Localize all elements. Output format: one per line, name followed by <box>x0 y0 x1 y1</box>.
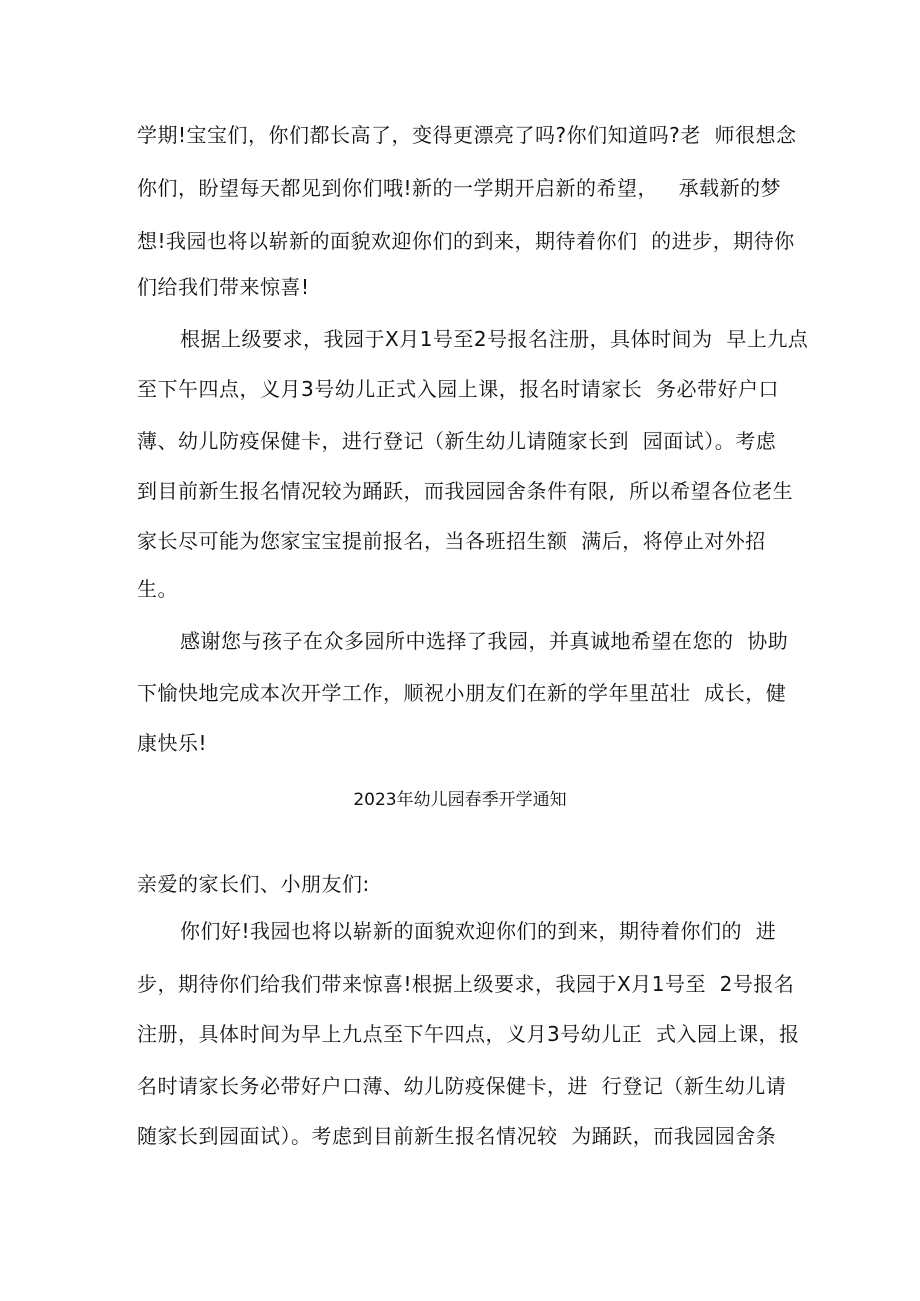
paragraph-line: 你们好!我园也将以崭新的面貌欢迎你们的到来，期待着你们的 进 <box>180 919 777 943</box>
paragraph-line: 薄、幼儿防疫保健卡，进行登记（新生幼儿请随家长到 园面试）。考虑 <box>137 429 777 453</box>
paragraph-line: 下愉快地完成本次开学工作，顺祝小朋友们在新的学年里茁壮 成长，健 <box>137 681 787 705</box>
paragraph-line: 康快乐! <box>137 731 208 755</box>
notice-title: 2023年幼儿园春季开学通知 <box>353 790 567 810</box>
paragraph-line: 至下午四点，义月3号幼儿正式入园上课，报名时请家长 务必带好户口 <box>137 377 779 401</box>
paragraph-line: 生。 <box>137 577 178 601</box>
paragraph-line: 家长尽可能为您家宝宝提前报名，当各班招生额 满后，将停止对外招 <box>137 529 766 553</box>
paragraph-line: 感谢您与孩子在众多园所中选择了我园，并真诚地希望在您的 协助 <box>180 629 789 653</box>
paragraph-line: 注册，具体时间为早上九点至下午四点，义月3号幼儿正 式入园上课，报 <box>137 1022 800 1046</box>
paragraph-line: 步，期待你们给我们带来惊喜!根据上级要求，我园于X月1号至 2号报名 <box>137 972 795 996</box>
paragraph-line: 根据上级要求，我园于X月1号至2号报名注册，具体时间为 早上九点 <box>180 327 809 351</box>
paragraph-line: 名时请家长务必带好户口薄、幼儿防疫保健卡，进 行登记（新生幼儿请 <box>137 1074 787 1098</box>
paragraph-line: 想!我园也将以崭新的面貌欢迎你们的到来，期待着你们 的进步，期待你 <box>137 229 795 253</box>
paragraph-line: 们给我们带来惊喜! <box>137 275 310 299</box>
paragraph-line: 你们，盼望每天都见到你们哦!新的一学期开启新的希望， 承载新的梦 <box>137 176 782 200</box>
paragraph-line: 随家长到园面试）。考虑到目前新生报名情况较 为踊跃，而我园园舍条 <box>137 1124 777 1148</box>
paragraph-line: 学期!宝宝们，你们都长高了，变得更漂亮了吗?你们知道吗?老 师很想念 <box>137 123 797 147</box>
salutation: 亲爱的家长们、小朋友们: <box>137 872 370 896</box>
paragraph-line: 到目前新生报名情况较为踊跃，而我园园舍条件有限, 所以希望各位老生 <box>137 479 794 503</box>
